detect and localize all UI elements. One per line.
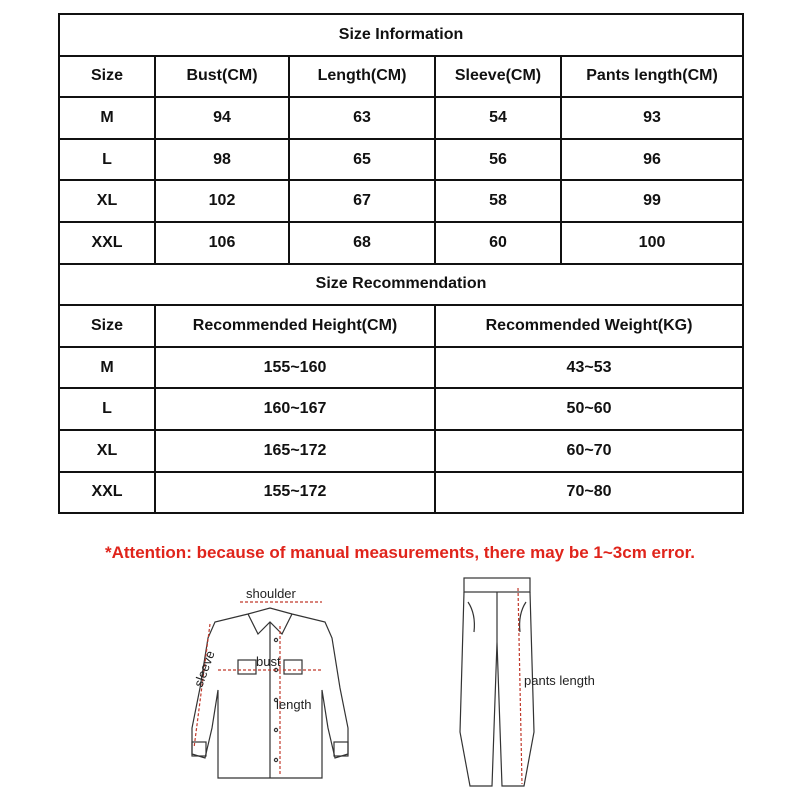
- size-info-header-row: [59, 56, 743, 98]
- shirt-diagram: [180, 578, 360, 783]
- measure-lines: [194, 602, 322, 776]
- pants-length-cell: 93: [561, 97, 743, 139]
- pants-outline: [460, 578, 534, 786]
- size-rec-title: Size Recommendation: [59, 264, 743, 306]
- size-cell: L: [59, 388, 155, 430]
- size-cell: XXL: [59, 472, 155, 514]
- size-cell: M: [59, 97, 155, 139]
- table-row: [59, 222, 743, 264]
- size-rec-title-row: [59, 264, 743, 306]
- header-recommended-height: Recommended Height(CM): [155, 305, 435, 347]
- table-row: [59, 430, 743, 472]
- weight-cell: 60~70: [435, 430, 743, 472]
- weight-cell: 50~60: [435, 388, 743, 430]
- shoulder-label: shoulder: [246, 586, 296, 601]
- pants-diagram: [440, 572, 630, 792]
- bust-label: bust: [256, 654, 281, 669]
- size-cell: XXL: [59, 222, 155, 264]
- size-info-title: Size Information: [59, 14, 743, 56]
- bust-cell: 106: [155, 222, 289, 264]
- size-cell: XL: [59, 430, 155, 472]
- table-row: [59, 97, 743, 139]
- pants-length-cell: 100: [561, 222, 743, 264]
- bust-cell: 98: [155, 139, 289, 181]
- size-cell: L: [59, 139, 155, 181]
- height-cell: 155~160: [155, 347, 435, 389]
- size-rec-header-row: [59, 305, 743, 347]
- size-info-title-row: [59, 14, 743, 56]
- length-cell: 63: [289, 97, 435, 139]
- sleeve-cell: 54: [435, 97, 561, 139]
- pants-length-label: pants length: [524, 673, 595, 688]
- size-chart-table: [58, 13, 744, 514]
- pants-length-cell: 96: [561, 139, 743, 181]
- header-bust: Bust(CM): [155, 56, 289, 98]
- table-row: [59, 139, 743, 181]
- header-size: Size: [59, 56, 155, 98]
- size-cell: M: [59, 347, 155, 389]
- height-cell: 165~172: [155, 430, 435, 472]
- header-length: Length(CM): [289, 56, 435, 98]
- header-pants-length: Pants length(CM): [561, 56, 743, 98]
- length-cell: 68: [289, 222, 435, 264]
- pants-length-cell: 99: [561, 180, 743, 222]
- sleeve-cell: 60: [435, 222, 561, 264]
- size-cell: XL: [59, 180, 155, 222]
- sleeve-cell: 56: [435, 139, 561, 181]
- weight-cell: 70~80: [435, 472, 743, 514]
- table-row: [59, 347, 743, 389]
- length-label: length: [276, 697, 312, 712]
- header-recommended-weight: Recommended Weight(KG): [435, 305, 743, 347]
- attention-note: *Attention: because of manual measurements, there may be 1~3cm error.: [104, 543, 696, 562]
- bust-cell: 102: [155, 180, 289, 222]
- sleeve-cell: 58: [435, 180, 561, 222]
- length-cell: 65: [289, 139, 435, 181]
- weight-cell: 43~53: [435, 347, 743, 389]
- height-cell: 155~172: [155, 472, 435, 514]
- sleeve-label: sleeve: [190, 648, 218, 690]
- length-cell: 67: [289, 180, 435, 222]
- header-sleeve: Sleeve(CM): [435, 56, 561, 98]
- table-row: [59, 180, 743, 222]
- bust-cell: 94: [155, 97, 289, 139]
- table-row: [59, 388, 743, 430]
- table-row: [59, 472, 743, 514]
- shirt-outline: [192, 608, 348, 778]
- height-cell: 160~167: [155, 388, 435, 430]
- header-size: Size: [59, 305, 155, 347]
